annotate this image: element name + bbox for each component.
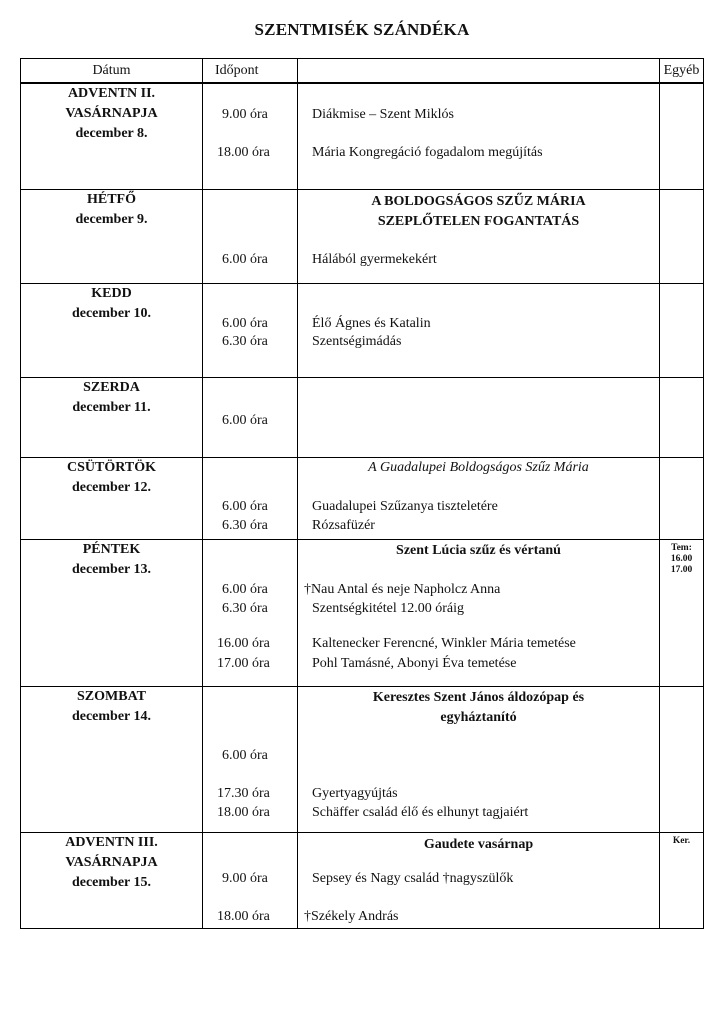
schedule-row [21,832,704,928]
day-name: HÉTFŐ [86,191,136,207]
time-cell [203,83,298,189]
schedule-row [21,189,704,283]
other-cell [660,539,704,686]
intention-text: †Székely András [304,908,399,924]
intention-text: Rózsafüzér [312,517,375,533]
time-cell [203,539,298,686]
other-cell [660,686,704,832]
schedule-row [21,377,704,457]
time-value: 9.00 óra [222,870,268,886]
intention-text: Élő Ágnes és Katalin [312,315,431,331]
intention-text: Pohl Tamásné, Abonyi Éva temetése [312,655,517,671]
intention-text: Szentségkitétel 12.00 óráig [312,600,465,616]
day-cell [21,283,203,377]
time-value: 6.30 óra [222,600,268,616]
intention-cell [298,832,660,928]
intention-cell [298,457,660,539]
intention-text: Gyertyagyújtás [312,785,398,801]
time-value: 18.00 óra [217,145,270,160]
header-intention [298,59,660,84]
intention-text: Sepsey és Nagy család †nagyszülők [312,870,514,886]
day-name: SZERDA [83,379,140,395]
feast-title: A Guadalupei Boldogságos Szűz Mária [368,459,589,475]
day-cell [21,457,203,539]
other-cell [660,832,704,928]
time-value: 6.00 óra [222,498,268,514]
time-value: 17.00 óra [217,655,270,671]
schedule-row [21,457,704,539]
feast-title: Szent Lúcia szűz és vértanú [396,542,561,558]
intention-text: Szentségimádás [312,333,402,349]
day-cell [21,189,203,283]
time-value: 6.30 óra [222,333,268,349]
day-cell [21,377,203,457]
intention-cell [298,539,660,686]
header-other: Egyéb [660,59,704,84]
header-time: Időpont [203,59,298,84]
other-cell [660,83,704,189]
time-value: 6.30 óra [222,517,268,533]
mass-schedule-table [20,58,704,929]
header-date: Dátum [21,59,203,84]
day-date: december 13. [71,561,152,577]
other-note: 16.00 [670,553,693,564]
day-cell [21,539,203,686]
day-date: december 8. [75,126,148,141]
header-row [21,59,704,84]
time-cell [203,457,298,539]
day-date: december 10. [71,305,152,321]
intention-text: Kaltenecker Ferencné, Winkler Mária temetése [312,635,576,651]
day-date: december 14. [71,708,152,724]
time-cell [203,377,298,457]
time-value: 16.00 óra [217,635,270,651]
time-cell [203,189,298,283]
time-value: 17.30 óra [217,785,270,801]
time-value: 6.00 óra [222,747,268,763]
day-name: KEDD [91,285,132,301]
day-cell [21,832,203,928]
intention-text: Guadalupei Szűzanya tiszteletére [312,498,498,514]
intention-cell [298,377,660,457]
schedule-row [21,283,704,377]
time-value: 6.00 óra [222,251,268,267]
intention-text: Diákmise – Szent Miklós [312,107,454,122]
intention-cell [298,283,660,377]
time-value: 6.00 óra [222,315,268,331]
other-note: 17.00 [670,564,693,575]
page-title: SZENTMISÉK SZÁNDÉKA [254,20,470,39]
intention-cell [298,686,660,832]
day-name: SZOMBAT [77,688,146,704]
intention-text: Mária Kongregáció fogadalom megújítás [312,145,543,160]
day-cell [21,83,203,189]
time-cell [203,832,298,928]
schedule-row [21,83,704,189]
intention-cell [298,83,660,189]
intention-text: Hálából gyermekekért [312,251,437,267]
schedule-row [21,539,704,686]
other-cell [660,283,704,377]
time-cell [203,686,298,832]
intention-cell [298,189,660,283]
feast-title: Keresztes Szent János áldozópap és egyháztanító [372,689,585,725]
time-value: 6.00 óra [222,412,268,428]
intention-text: Schäffer család élő és elhunyt tagjaiért [312,804,529,820]
time-value: 6.00 óra [222,581,268,597]
time-value: 18.00 óra [217,804,270,820]
day-date: december 9. [75,211,148,227]
day-date: december 11. [72,399,151,415]
day-cell [21,686,203,832]
day-name: CSÜTÖRTÖK [67,459,156,475]
time-value: 9.00 óra [222,107,268,122]
day-date: december 15. [71,874,152,890]
feast-title: Gaudete vasárnap [423,836,534,852]
other-note: Tem: [671,542,692,553]
other-cell [660,377,704,457]
day-name: ADVENTN II. VASÁRNAPJA [65,86,158,121]
day-name: PÉNTEK [82,541,141,557]
other-cell [660,457,704,539]
other-cell [660,189,704,283]
time-cell [203,283,298,377]
feast-title: A BOLDOGSÁGOS SZŰZ MÁRIA SZEPLŐTELEN FOGANTATÁS [371,193,586,229]
schedule-row [21,686,704,832]
day-date: december 12. [71,479,152,495]
time-value: 18.00 óra [217,908,270,924]
intention-text: †Nau Antal és neje Napholcz Anna [304,581,501,597]
other-note: Ker. [672,835,691,846]
day-name: ADVENTN III. VASÁRNAPJA [65,834,158,870]
